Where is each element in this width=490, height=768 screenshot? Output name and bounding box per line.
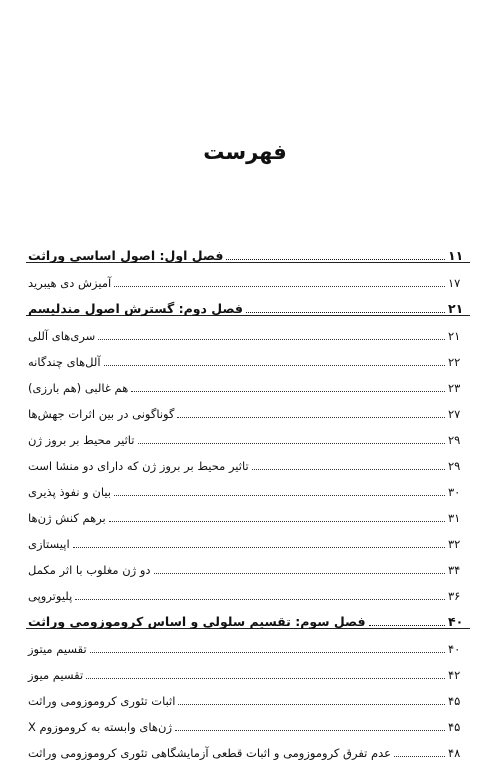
- toc-row: [26, 576, 470, 602]
- page-number: ۲۳: [448, 380, 461, 395]
- dot-leader: [175, 729, 445, 731]
- chapter-title: فصل اول: اصول اساسی وراثت: [28, 247, 224, 263]
- page-number: ۳۲: [448, 536, 461, 551]
- toc-row: [26, 368, 470, 394]
- page-number: ۴۰: [448, 641, 461, 656]
- section-title: بیان و نفوذ پذیری: [28, 484, 112, 499]
- dot-leader: [131, 390, 445, 392]
- toc-row: [26, 342, 470, 368]
- toc-row: [26, 263, 470, 289]
- section-title: آمیزش دی هیبرید: [28, 275, 112, 290]
- section-title: پلیوتروپی: [28, 588, 73, 603]
- chapter-title: فصل سوم: تقسیم سلولی و اساس کروموزومی وراثت: [28, 613, 366, 629]
- page-number: ۲۱: [448, 328, 461, 343]
- dot-leader: [86, 677, 445, 679]
- section-title: دو ژن مغلوب با اثر مکمل: [28, 562, 151, 577]
- page-title: فهرست: [203, 140, 287, 164]
- toc-chapter-row: [26, 289, 470, 316]
- dot-leader: [177, 416, 445, 418]
- section-title: تاثیر محیط بر بروز ژن: [28, 432, 135, 447]
- dot-leader: [75, 598, 445, 600]
- page-number: ۲۷: [448, 406, 461, 421]
- page-number: ۱۷: [448, 275, 461, 290]
- toc-row: [26, 498, 470, 524]
- table-of-contents: [26, 236, 470, 759]
- page-number: ۱۱: [448, 247, 464, 263]
- dot-leader: [138, 442, 445, 444]
- toc-row: [26, 420, 470, 446]
- dot-leader: [226, 258, 445, 260]
- dot-leader: [246, 311, 445, 313]
- toc-row: [26, 394, 470, 420]
- toc-row: [26, 316, 470, 342]
- section-title: تاثیر محیط بر بروز ژن که دارای دو منشا است: [28, 458, 249, 473]
- page-number: ۲۱: [448, 300, 464, 316]
- page-number: ۴۲: [448, 667, 461, 682]
- dot-leader: [369, 624, 445, 626]
- section-title: اپیستازی: [28, 536, 70, 551]
- page-number: ۴۵: [448, 693, 461, 708]
- toc-row: [26, 655, 470, 681]
- chapter-title: فصل دوم: گسترش اصول مندلیسم: [28, 300, 243, 316]
- page-number: ۲۹: [448, 432, 461, 447]
- page-number: ۳۴: [448, 562, 461, 577]
- dot-leader: [252, 468, 445, 470]
- section-title: آلل‌های چندگانه: [28, 354, 101, 369]
- section-title: اثبات تئوری کروموزومی وراثت: [28, 693, 176, 708]
- dot-leader: [90, 651, 445, 653]
- section-title: هم غالبی (هم بارزی): [28, 380, 129, 395]
- toc-chapter-row: [26, 602, 470, 629]
- page-number: ۳۱: [448, 510, 461, 525]
- section-title: گوناگونی در بین اثرات جهش‌ها: [28, 406, 175, 421]
- section-title: تقسیم میوز: [28, 667, 84, 682]
- dot-leader: [98, 338, 445, 340]
- toc-row: [26, 524, 470, 550]
- dot-leader: [154, 572, 445, 574]
- dot-leader: [109, 520, 445, 522]
- dot-leader: [114, 494, 445, 496]
- page-number: ۴۸: [448, 745, 461, 760]
- dot-leader: [114, 285, 445, 287]
- page-number: ۲۹: [448, 458, 461, 473]
- page-number: ۴۰: [448, 613, 464, 629]
- dot-leader: [178, 703, 445, 705]
- toc-chapter-row: [26, 236, 470, 263]
- toc-row: [26, 446, 470, 472]
- page-number: ۳۰: [448, 484, 461, 499]
- section-title: عدم تفرق کروموزومی و اثبات قطعی آزمایشگاهی تئوری کروموزومی وراثت: [28, 745, 392, 760]
- toc-row: [26, 681, 470, 707]
- section-title: ژن‌های وابسته به کروموزوم X: [28, 719, 172, 734]
- toc-row: [26, 550, 470, 576]
- dot-leader: [104, 364, 445, 366]
- section-title: تقسیم میتوز: [28, 641, 87, 656]
- toc-row: [26, 629, 470, 655]
- toc-row: [26, 472, 470, 498]
- section-title: سری‌های آللی: [28, 328, 96, 343]
- page-number: ۴۵: [448, 719, 461, 734]
- toc-row: [26, 733, 470, 759]
- dot-leader: [73, 546, 445, 548]
- page-number: ۳۶: [448, 588, 461, 603]
- page-number: ۲۲: [448, 354, 461, 369]
- section-title: برهم کنش ژن‌ها: [28, 510, 106, 525]
- toc-row: [26, 707, 470, 733]
- dot-leader: [394, 755, 445, 757]
